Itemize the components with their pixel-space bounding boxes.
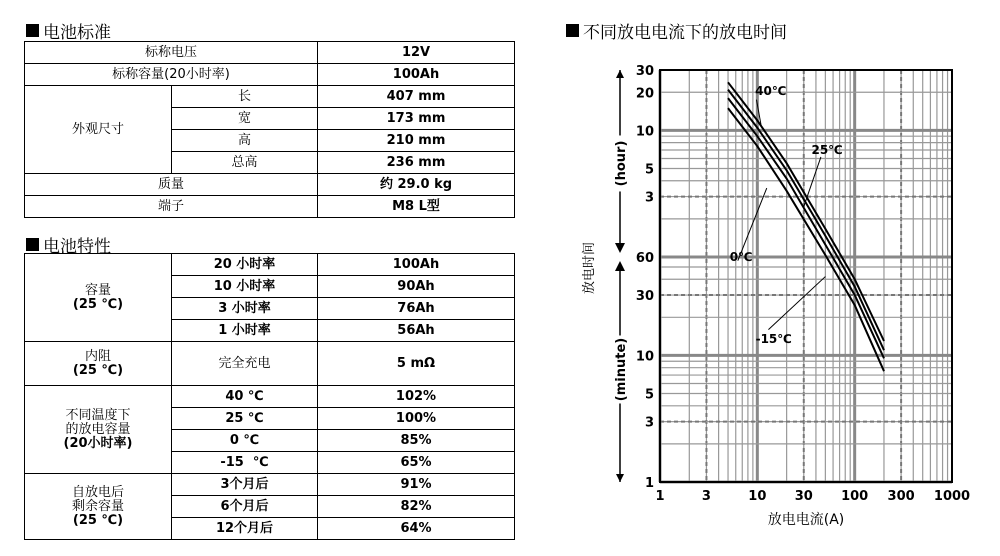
- table-row: [25, 174, 515, 196]
- y-tick-label-minute: 60: [635, 250, 654, 266]
- value-cell: 100%: [318, 408, 515, 430]
- rate-cell: 3 小时率: [172, 298, 318, 320]
- spec-value: 210 mm: [318, 130, 515, 152]
- x-tick-label: 10: [748, 489, 767, 504]
- temp-cell: 40 ℃: [172, 386, 318, 408]
- y-tick-label-hour: 30: [635, 64, 654, 79]
- period-cell: 12个月后: [172, 518, 318, 540]
- y-tick-label-hour: 10: [635, 124, 654, 140]
- spec-sublabel: 总高: [172, 152, 318, 174]
- temp-cell: -15 ℃: [172, 452, 318, 474]
- temp-cell: 0 ℃: [172, 430, 318, 452]
- y-tick-label-hour: 5: [644, 162, 654, 178]
- capacity-group-label: 容量 (25 ℃): [25, 254, 172, 342]
- square-bullet-icon: [26, 238, 39, 251]
- table-row: [25, 474, 515, 496]
- value-cell: 76Ah: [318, 298, 515, 320]
- y-axis-title: 放电时间: [582, 241, 597, 295]
- y-tick-label-hour: 20: [635, 86, 654, 102]
- y-axis-hour-label: (hour): [614, 140, 629, 187]
- series-label: -15℃: [755, 332, 792, 347]
- spec-value: M8 L型: [318, 196, 515, 218]
- x-tick-label: 1: [655, 489, 665, 504]
- spec-sublabel: 长: [172, 86, 318, 108]
- condition-cell: 完全充电: [172, 342, 318, 386]
- table-row: [25, 254, 515, 276]
- value-cell: 5 mΩ: [318, 342, 515, 386]
- resistance-group-label: 内阻 (25 ℃): [25, 342, 172, 386]
- value-cell: 100Ah: [318, 254, 515, 276]
- spec-table: [24, 41, 515, 218]
- y-tick-label-minute: 5: [644, 387, 654, 403]
- spec-value: 407 mm: [318, 86, 515, 108]
- chart-grid: [660, 70, 952, 482]
- spec-label: 外观尺寸: [25, 86, 172, 174]
- spec-value: 100Ah: [318, 64, 515, 86]
- y-tick-label-minute: 1: [644, 476, 654, 491]
- char-section-title: 电池特性: [26, 232, 111, 257]
- arrow-down-icon: [615, 243, 625, 253]
- y-tick-label-minute: 3: [644, 415, 654, 431]
- spec-value: 约 29.0 kg: [318, 174, 515, 196]
- spec-label: 标称电压: [25, 42, 318, 64]
- arrow-up-icon: [615, 261, 625, 271]
- table-row: [25, 342, 515, 386]
- spec-value: 236 mm: [318, 152, 515, 174]
- x-tick-label: 1000: [933, 489, 971, 504]
- value-cell: 102%: [318, 386, 515, 408]
- characteristics-table: [24, 253, 515, 540]
- y-axis-minute-label: (minute): [614, 337, 629, 402]
- value-cell: 56Ah: [318, 320, 515, 342]
- square-bullet-icon: [566, 24, 579, 37]
- value-cell: 82%: [318, 496, 515, 518]
- spec-sublabel: 宽: [172, 108, 318, 130]
- temp-cell: 25 ℃: [172, 408, 318, 430]
- series-label: 0℃: [729, 249, 753, 264]
- spec-label: 标称容量(20小时率): [25, 64, 318, 86]
- x-tick-label: 100: [841, 489, 869, 504]
- rate-cell: 1 小时率: [172, 320, 318, 342]
- table-row: [25, 42, 515, 64]
- x-axis-title: 放电电流(A): [767, 512, 845, 528]
- spec-label: 质量: [25, 174, 318, 196]
- discharge-time-chart: [560, 58, 990, 548]
- value-cell: 91%: [318, 474, 515, 496]
- value-cell: 90Ah: [318, 276, 515, 298]
- value-cell: 65%: [318, 452, 515, 474]
- arrow-down-icon: [616, 474, 624, 482]
- series-label: 25℃: [811, 143, 843, 158]
- rate-cell: 20 小时率: [172, 254, 318, 276]
- spec-section-title: 电池标准: [26, 18, 111, 43]
- table-row: [25, 64, 515, 86]
- period-cell: 3个月后: [172, 474, 318, 496]
- table-row: [25, 196, 515, 218]
- table-row: [25, 386, 515, 408]
- selfdischarge-group-label: 自放电后 剩余容量 (25 ℃): [25, 474, 172, 540]
- value-cell: 64%: [318, 518, 515, 540]
- rate-cell: 10 小时率: [172, 276, 318, 298]
- spec-sublabel: 高: [172, 130, 318, 152]
- value-cell: 85%: [318, 430, 515, 452]
- square-bullet-icon: [26, 24, 39, 37]
- x-tick-label: 3: [701, 489, 711, 504]
- temp-group-label: 不同温度下 的放电容量 (20小时率): [25, 386, 172, 474]
- y-tick-label-hour: 3: [644, 190, 654, 206]
- spec-value: 12V: [318, 42, 515, 64]
- x-tick-label: 300: [887, 489, 915, 504]
- period-cell: 6个月后: [172, 496, 318, 518]
- y-tick-label-minute: 10: [635, 349, 654, 365]
- arrow-up-icon: [616, 70, 624, 78]
- series-label: 40℃: [755, 84, 787, 99]
- x-tick-label: 30: [794, 489, 813, 504]
- spec-label: 端子: [25, 196, 318, 218]
- spec-value: 173 mm: [318, 108, 515, 130]
- y-tick-label-minute: 30: [635, 289, 654, 305]
- chart-section-title: 不同放电电流下的放电时间: [566, 18, 787, 43]
- table-row: [25, 86, 515, 108]
